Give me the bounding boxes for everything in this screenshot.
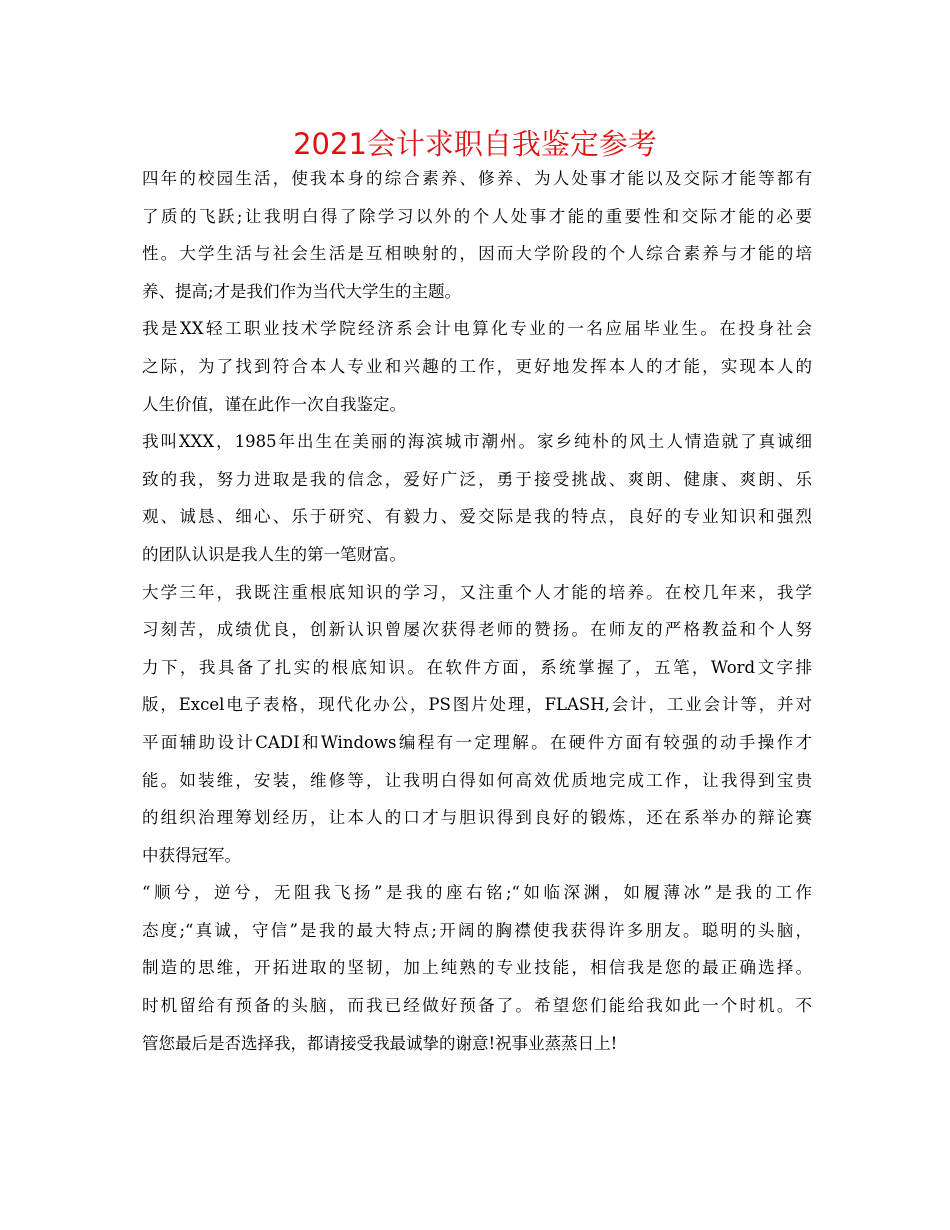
paragraph-line: 我叫XXX，1985年出生在美丽的海滨城市潮州。家乡纯朴的风土人情造就了真诚细 — [142, 432, 812, 452]
paragraph-line: 版，Excel电子表格，现代化办公，PS图片处理，FLASH,会计，工业会计等，并对 — [142, 695, 812, 715]
paragraph-line: 平面辅助设计CADI和Windows编程有一定理解。在硬件方面有较强的动手操作才 — [142, 732, 812, 752]
paragraph-line: 制造的思维，开拓进取的坚韧，加上纯熟的专业技能，相信我是您的最正确选择。 — [142, 958, 812, 978]
paragraph-line: 管您最后是否选择我，都请接受我最诚挚的谢意!祝事业蒸蒸日上! — [142, 1033, 618, 1053]
paragraph-2 — [142, 310, 812, 423]
paragraph-4 — [142, 574, 812, 875]
paragraph-line: 人生价值，谨在此作一次自我鉴定。 — [142, 394, 406, 414]
paragraph-line: 能。如装维，安装，维修等，让我明白得如何高效优质地完成工作，让我得到宝贵 — [142, 770, 812, 790]
paragraph-line: “顺兮，逆兮，无阻我飞扬”是我的座右铭;“如临深渊，如履薄冰”是我的工作 — [142, 883, 812, 903]
paragraph-line: 的组织治理筹划经历，让本人的口才与胆识得到良好的锻炼，还在系举办的辩论赛 — [142, 808, 812, 828]
paragraph-3 — [142, 423, 812, 573]
paragraph-line: 了质的飞跃;让我明白得了除学习以外的个人处事才能的重要性和交际才能的必要 — [142, 206, 812, 226]
document-title: 2021会计求职自我鉴定参考 — [293, 127, 657, 161]
paragraph-1 — [142, 160, 812, 310]
paragraph-line: 习刻苦，成绩优良，创新认识曾屡次获得老师的赞扬。在师友的严格教益和个人努 — [142, 620, 812, 640]
paragraph-line: 性。大学生活与社会生活是互相映射的，因而大学阶段的个人综合素养与才能的培 — [142, 244, 812, 264]
paragraph-5 — [142, 874, 812, 1062]
paragraph-line: 致的我，努力进取是我的信念，爱好广泛，勇于接受挑战、爽朗、健康、爽朗、乐 — [142, 469, 812, 489]
document-body — [142, 160, 812, 1062]
paragraph-line: 态度;“真诚，守信”是我的最大特点;开阔的胸襟使我获得许多朋友。聪明的头脑， — [142, 920, 812, 940]
paragraph-line: 观、诚恳、细心、乐于研究、有毅力、爱交际是我的特点，良好的专业知识和强烈 — [142, 507, 812, 527]
paragraph-line: 的团队认识是我人生的第一笔财富。 — [142, 544, 406, 564]
paragraph-line: 中获得冠军。 — [142, 845, 241, 865]
paragraph-line: 力下，我具备了扎实的根底知识。在软件方面，系统掌握了，五笔，Word文字排 — [142, 657, 812, 677]
paragraph-line: 之际，为了找到符合本人专业和兴趣的工作，更好地发挥本人的才能，实现本人的 — [142, 356, 812, 376]
paragraph-line: 养、提高;才是我们作为当代大学生的主题。 — [142, 281, 462, 301]
paragraph-line: 我是XX轻工职业技术学院经济系会计电算化专业的一名应届毕业生。在投身社会 — [142, 319, 812, 339]
paragraph-line: 时机留给有预备的头脑，而我已经做好预备了。希望您们能给我如此一个时机。不 — [142, 996, 812, 1016]
paragraph-line: 大学三年，我既注重根底知识的学习，又注重个人才能的培养。在校几年来，我学 — [142, 582, 812, 602]
paragraph-line: 四年的校园生活，使我本身的综合素养、修养、为人处事才能以及交际才能等都有 — [142, 169, 812, 188]
